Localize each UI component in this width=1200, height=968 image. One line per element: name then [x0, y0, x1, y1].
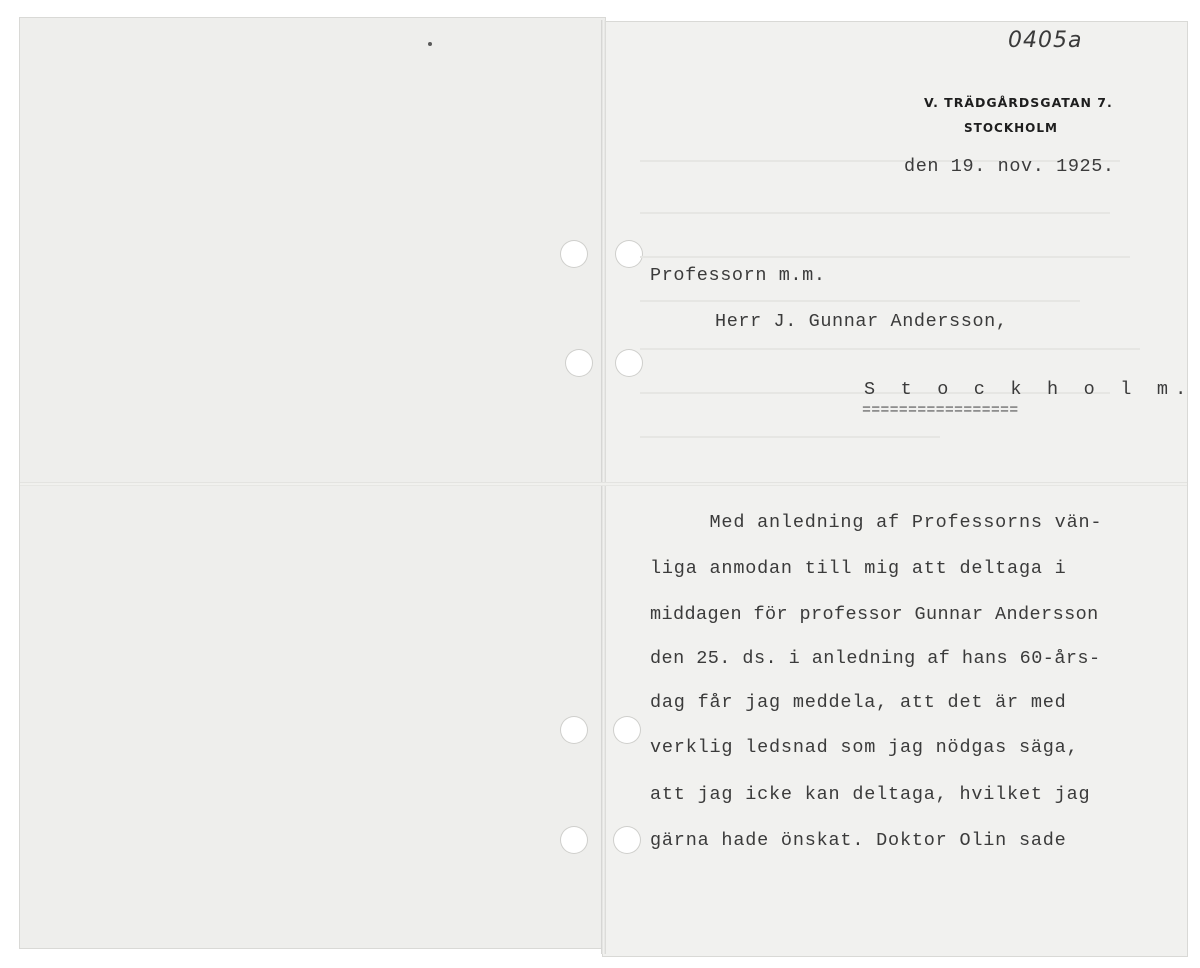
- punch-hole: [616, 350, 642, 376]
- recipient-city-underline: =================: [862, 402, 1019, 419]
- body-line: den 25. ds. i anledning af hans 60-års-: [650, 648, 1101, 669]
- recipient-name: Herr J. Gunnar Andersson,: [715, 311, 1008, 332]
- punch-hole: [614, 717, 640, 743]
- body-line: dag får jag meddela, att det är med: [650, 692, 1067, 713]
- body-line: gärna hade önskat. Doktor Olin sade: [650, 830, 1067, 851]
- body-line: middagen för professor Gunnar Andersson: [650, 604, 1099, 625]
- body-line: verklig ledsnad som jag nödgas säga,: [650, 737, 1079, 758]
- page-spine: [601, 20, 606, 954]
- bleed-through-line: [640, 348, 1140, 350]
- recipient-city: S t o c k h o l m.: [864, 379, 1194, 400]
- bleed-through-line: [640, 256, 1130, 258]
- recipient-title: Professorn m.m.: [650, 265, 826, 286]
- horizontal-fold: [20, 482, 1187, 486]
- bleed-through-line: [640, 436, 940, 438]
- body-line: liga anmodan till mig att deltaga i: [650, 558, 1067, 579]
- bleed-through-line: [640, 212, 1110, 214]
- ink-speck: [428, 42, 432, 46]
- punch-hole: [616, 241, 642, 267]
- punch-hole: [561, 241, 587, 267]
- letterhead-city: STOCKHOLM: [964, 121, 1058, 135]
- body-line: att jag icke kan deltaga, hvilket jag: [650, 784, 1091, 805]
- bleed-through-line: [640, 300, 1080, 302]
- body-line: Med anledning af Professorns vän-: [650, 512, 1103, 533]
- punch-hole: [561, 827, 587, 853]
- punch-hole: [566, 350, 592, 376]
- letterhead-street: V. TRÄDGÅRDSGATAN 7.: [924, 95, 1113, 110]
- punch-hole: [614, 827, 640, 853]
- punch-hole: [561, 717, 587, 743]
- letter-date: den 19. nov. 1925.: [904, 156, 1115, 177]
- archive-number: 0405a: [1008, 28, 1083, 53]
